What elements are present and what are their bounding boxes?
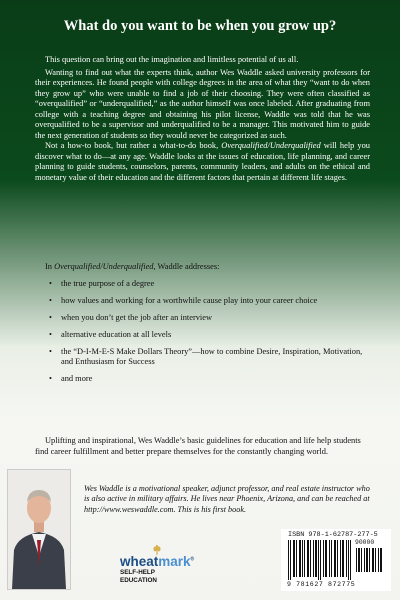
topic-item: • the “D-I-M-E-S Make Dollars Theory”—how to combine Desire, Inspiration, Motivation, and Enthusiasm for Success [49, 347, 370, 368]
intro-section [35, 55, 370, 183]
barcode-bars-icon [286, 540, 386, 580]
topic-list [49, 279, 370, 385]
back-cover-headline: What do you want to be when you grow up? [63, 18, 337, 34]
description-paragraph [35, 141, 370, 183]
price-code: 90000 [355, 539, 375, 546]
book-title-italic: Overqualified/Underqualified [54, 262, 154, 271]
isbn-label: ISBN 978-1-62787-277-5 [288, 531, 378, 539]
intro-paragraph: This question can bring out the imagination and limitless potential of us all. [45, 55, 299, 64]
topic-item: • when you don’t get the job after an interview [49, 313, 370, 324]
topic-item: • the true purpose of a degree [49, 279, 370, 290]
addresses-suffix: , Waddle addresses: [153, 262, 220, 271]
brand-part2: mark [158, 554, 191, 569]
description-suffix: will help you discover what to do—at any age. Waddle looks at the issues of education, life planning, and career planning to guide students, counselors, parents, community leaders, and adults on the ethical and monetary value of their education and the different factors that pertain at different life stages. [35, 141, 370, 182]
category-line: SELF-HELP [120, 569, 155, 576]
intro-paragraph: Wanting to find out what the experts think, author Wes Waddle asked university professors for their experiences. He found people with college degrees in the area of what they “want to do when they grow up” who were unable to find a job of their choosing. They were often classified as “overqualified” or “underqualified,” as the author himself was once labeled. After graduating from college with a teaching degree and obtaining his pilot license, Waddle was told that he was overqualified to be a supervisor and underqualified to be a manager. This motivated him to guide the next generation of students so they would never be categorized as such. [35, 67, 370, 140]
topic-item: • alternative education at all levels [49, 330, 370, 341]
author-photo [7, 469, 71, 590]
topic-item: • how values and working for a worthwhile cause play into your career choice [49, 296, 370, 307]
author-bio: Wes Waddle is a motivational speaker, adjunct professor, and real estate instructor who is also active in military affairs. He lives near Phoenix, Arizona, and can be reached at http://www.weswaddle.com. This is his first book. [84, 484, 370, 514]
author-portrait-icon [8, 470, 70, 589]
barcode-number: 9 781627 872775 [287, 581, 356, 588]
addresses-intro [35, 262, 370, 273]
brand-part1: wheat [120, 554, 159, 569]
publisher-logo [120, 554, 195, 584]
barcode [281, 529, 391, 591]
book-title-italic: Overqualified/Underqualified [221, 141, 321, 150]
publisher-brand: wheatmark® [120, 554, 195, 569]
closing-paragraph: Uplifting and inspirational, Wes Waddle’s basic guidelines for education and life help students find career fulfillment and better prepare themselves for the constantly changing world. [35, 436, 361, 456]
addresses-prefix: In [45, 262, 55, 271]
description-prefix: Not a how-to book, but rather a what-to-do book, [45, 141, 222, 150]
topic-item: • and more [49, 374, 370, 385]
category-line: EDUCATION [120, 576, 157, 584]
addresses-section [35, 262, 370, 391]
